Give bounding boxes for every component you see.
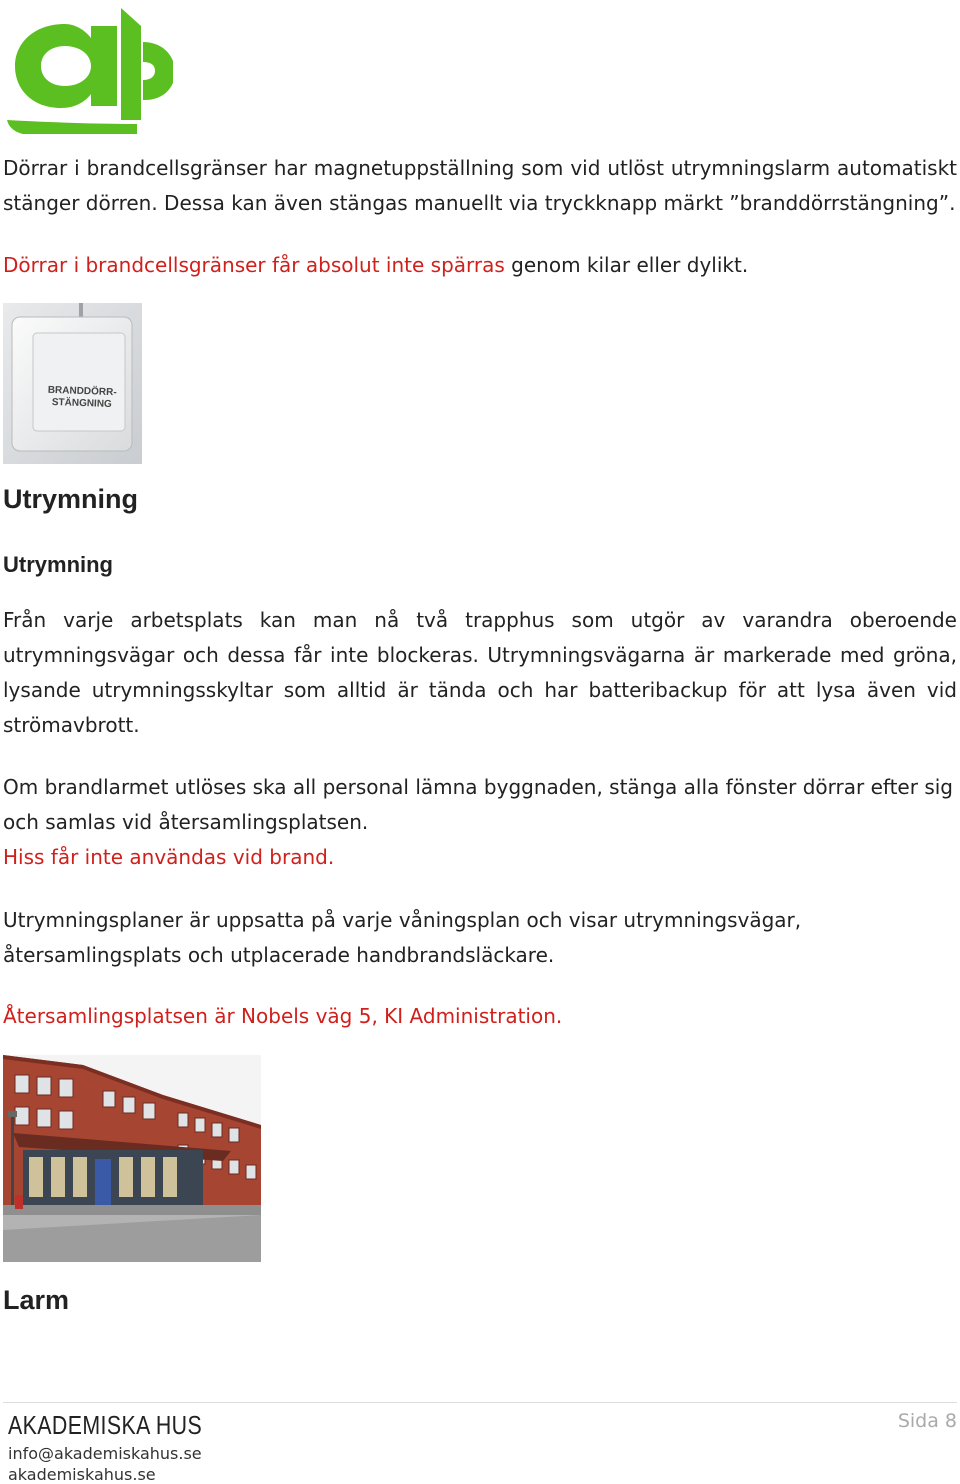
section-heading-larm: Larm [3,1285,70,1315]
footer-brand: AKADEMISKA HUS [8,1410,203,1440]
assembly-point-building-photo [3,1055,261,1262]
subsection-heading-utrymning: Utrymning [3,552,113,577]
fire-door-button-photo [3,303,142,464]
warning-text: Återsamlingsplatsen är Nobels väg 5, KI Administration. [3,1004,563,1028]
paragraph-fire-alarm-procedure [3,770,957,875]
paragraph-assembly-point [3,999,957,1034]
paragraph-text: genom kilar eller dylikt. [504,253,749,277]
paragraph-text: Utrymningsplaner är uppsatta på varje våningsplan och visar utrymningsvägar, återsamlingsplats och utplacerade handbrandsläckare. [3,908,802,967]
paragraph-door-warning [3,248,957,283]
footer-divider [3,1402,957,1403]
paragraph-text: Från varje arbetsplats kan man nå två trapphus som utgör av varandra oberoende utrymningsvägar och dessa får inte blockeras. Utrymningsvägarna är markerade med gröna, lysande utrymningsskyltar som alltid är tända och har batteribackup för att lysa även vid strömavbrott. [3,608,957,737]
warning-text: Hiss får inte användas vid brand. [3,845,335,869]
footer-email: info@akademiskahus.se [8,1444,202,1463]
paragraph-text: Dörrar i brandcellsgränser har magnetuppställning som vid utlöst utrymningslarm automatiskt stänger dörren. Dessa kan även stängas manuellt via tryckknapp märkt ”branddörrstängning”. [3,156,957,215]
paragraph-escape-routes [3,603,957,743]
section-heading-utrymning: Utrymning [3,484,138,514]
page-number: Sida 8 [897,1410,957,1432]
warning-text: Dörrar i brandcellsgränser får absolut inte spärras [3,253,505,277]
paragraph-text: Om brandlarmet utlöses ska all personal lämna byggnaden, stänga alla fönster dörrar efter sig och samlas vid återsamlingsplatsen. [3,775,953,834]
paragraph-evacuation-plans [3,903,957,973]
akademiska-hus-logo-icon [3,2,173,134]
paragraph-door-magnets [3,151,957,221]
button-label: BRANDDÖRR- STÄNGNING [47,384,117,411]
footer-website: akademiskahus.se [8,1465,156,1484]
